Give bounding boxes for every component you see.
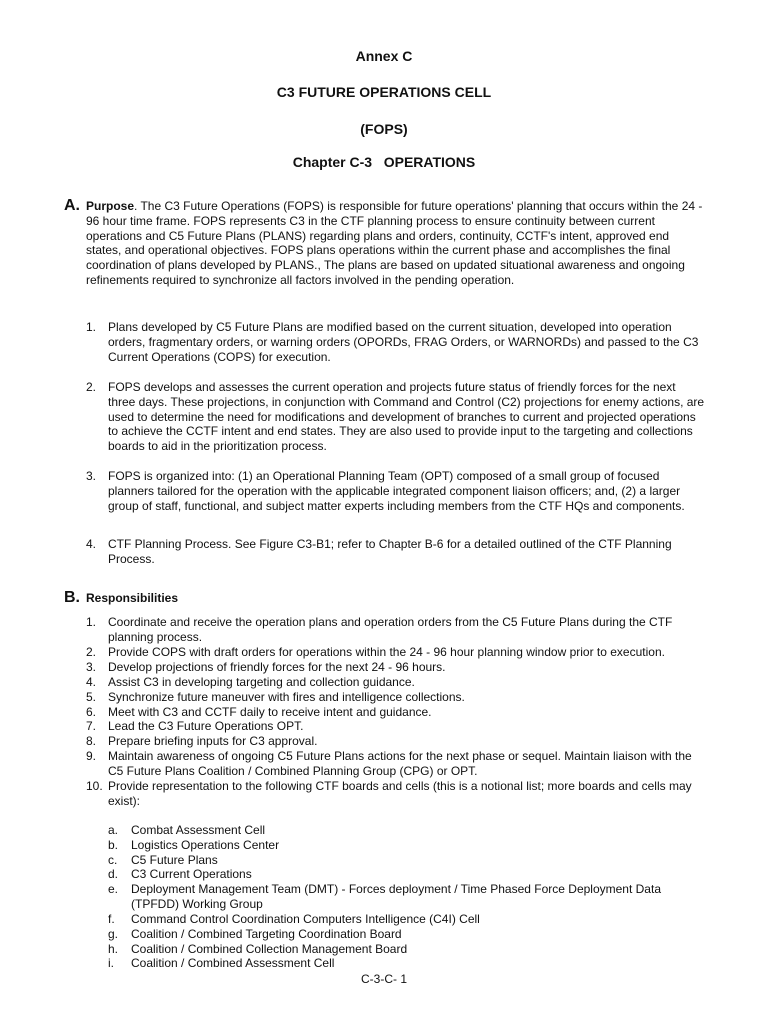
item-text: Synchronize future maneuver with fires and intelligence collections. <box>108 690 465 704</box>
item-text: Logistics Operations Center <box>131 838 280 852</box>
item-text: C5 Future Plans <box>131 853 218 867</box>
section-b-letter: B. <box>64 589 80 606</box>
item-text: Lead the C3 Future Operations OPT. <box>108 719 304 733</box>
item-text: Provide COPS with draft orders for operations within the 24 - 96 hour planning window prior to execution. <box>108 645 665 659</box>
item-text: Coalition / Combined Assessment Cell <box>131 956 335 970</box>
item-text: Plans developed by C5 Future Plans are modified based on the current situation, developed into operation orders, fragmentary orders, or warning orders (OPORDs, FRAG Orders, or WARNORDs) and passed to the C3 Current Operations (COPS) for execution. <box>108 320 699 364</box>
item-letter: b. <box>108 838 119 852</box>
cell-title: C3 FUTURE OPERATIONS CELL <box>276 84 492 100</box>
item-text: FOPS is organized into: (1) an Operational Planning Team (OPT) composed of a small group of focused planners tailored for the operation with the applicable integrated component liaison officers; and, (2) a larger group of staff, functional, and subject matter experts including members from the CTF HQs and components. <box>108 469 685 513</box>
purpose-label: Purpose <box>86 199 135 213</box>
item-number: 2. <box>86 380 97 394</box>
chapter-title: Chapter C-3 OPERATIONS <box>292 154 476 170</box>
item-letter: e. <box>108 882 119 896</box>
item-text: Assist C3 in developing targeting and collection guidance. <box>108 675 415 689</box>
item-number: 5. <box>86 690 97 704</box>
item-number: 10. <box>86 779 103 793</box>
item-text: Coalition / Combined Collection Management Board <box>131 942 408 956</box>
item-letter: g. <box>108 927 119 941</box>
item-text: Develop projections of friendly forces for the next 24 - 96 hours. <box>108 660 446 674</box>
item-text: Prepare briefing inputs for C3 approval. <box>108 734 318 748</box>
item-letter: d. <box>108 867 119 881</box>
item-letter: c. <box>108 853 118 867</box>
item-text: Provide representation to the following CTF boards and cells (this is a notional list; more boards and cells may exist): <box>108 779 692 808</box>
item-letter: a. <box>108 823 119 837</box>
item-number: 8. <box>86 734 97 748</box>
item-number: 2. <box>86 645 97 659</box>
item-text: Coalition / Combined Targeting Coordination Board <box>131 927 402 941</box>
purpose-paragraph <box>86 199 706 288</box>
section-a-letter: A. <box>64 197 80 214</box>
responsibilities-heading: Responsibilities <box>86 591 179 605</box>
item-text: Combat Assessment Cell <box>131 823 266 837</box>
item-number: 3. <box>86 469 97 483</box>
annex-title: Annex C <box>355 48 413 64</box>
item-text: CTF Planning Process. See Figure C3-B1; refer to Chapter B-6 for a detailed outlined of the CTF Planning Process. <box>108 537 672 566</box>
item-number: 4. <box>86 675 97 689</box>
item-text: Maintain awareness of ongoing C5 Future Plans actions for the next phase or sequel. Maintain liaison with the C5 Future Plans Coalition / Combined Planning Group (CPG) or OPT. <box>108 749 692 778</box>
item-number: 6. <box>86 705 97 719</box>
purpose-text: . The C3 Future Operations (FOPS) is responsible for future operations' planning that occurs within the 24 - 96 hour time frame. FOPS represents C3 in the CTF planning process to ensure continuity between current operations and C5 Future Plans (PLANS) regarding plans and orders, continuity, CCTF's intent, approved end states, and operational objectives. FOPS plans operations within the current phase and accomplishes the final coordination of plans developed by PLANS., The plans are based on updated situational awareness and ongoing refinements required to synchronize all factors involved in the pending operation. <box>86 199 703 287</box>
page-number: C-3-C- 1 <box>360 972 407 986</box>
item-text: C3 Current Operations <box>131 867 252 881</box>
item-number: 9. <box>86 749 97 763</box>
item-text: Command Control Coordination Computers Intelligence (C4I) Cell <box>131 912 480 926</box>
item-number: 4. <box>86 537 97 551</box>
item-letter: f. <box>108 912 115 926</box>
item-number: 3. <box>86 660 97 674</box>
cell-abbreviation: (FOPS) <box>360 121 408 137</box>
item-letter: h. <box>108 942 119 956</box>
item-text: Meet with C3 and CCTF daily to receive intent and guidance. <box>108 705 432 719</box>
item-number: 7. <box>86 719 97 733</box>
item-number: 1. <box>86 320 97 334</box>
item-text: Deployment Management Team (DMT) - Forces deployment / Time Phased Force Deployment Data (TPFDD) Working Group <box>131 882 661 911</box>
item-number: 1. <box>86 615 97 629</box>
item-text: FOPS develops and assesses the current operation and projects future status of friendly forces for the next three days. These projections, in conjunction with Command and Control (C2) projections for enemy actions, are used to determine the need for modifications and development of branches to current and projected operations to achieve the CCTF intent and end states. They are also used to provide input to the targeting and collections boards to aid in the prioritization process. <box>108 380 705 454</box>
item-letter: i. <box>108 956 114 970</box>
item-text: Coordinate and receive the operation plans and operation orders from the C5 Future Plans during the CTF planning process. <box>108 615 673 644</box>
